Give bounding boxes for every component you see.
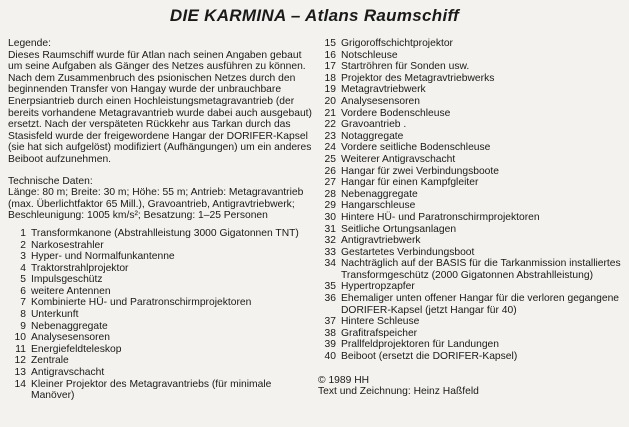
item-text: weitere Antennen (31, 285, 111, 297)
item-number: 13 (14, 367, 26, 379)
item-text: Analysesensoren (341, 95, 420, 107)
list-item (318, 339, 623, 351)
list-item (8, 379, 312, 402)
tech-paragraph: Länge: 80 m; Breite: 30 m; Höhe: 55 m; Antrieb: Metagravantrieb (max. Überlichtfaktor 65 Mill.), Gravoantrieb, Antigravtriebwerk; Beschleunigung: 1005 km/s²; Besatzung: 1–25 Personen (8, 187, 304, 222)
item-number: 3 (20, 251, 26, 263)
item-text: Seitliche Ortungsanlagen (341, 223, 457, 235)
item-text: Beiboot (ersetzt die DORIFER-Kapsel) (341, 351, 518, 363)
item-number: 27 (324, 177, 336, 189)
item-number: 30 (324, 211, 336, 223)
item-text: Energiefeldteleskop (31, 343, 122, 355)
list-item (318, 316, 623, 328)
item-text: Kleiner Projektor des Metagravantriebs (für minimale Manöver) (31, 378, 272, 402)
item-text: Hintere Schleuse (341, 316, 420, 328)
item-text: Hyper- und Normalfunkantenne (31, 251, 175, 263)
item-number: 18 (324, 72, 336, 84)
item-number: 8 (20, 309, 26, 321)
list-item (8, 286, 312, 298)
item-text: Vordere seitliche Bodenschleuse (341, 142, 491, 154)
item-text: Startröhren für Sonden usw. (341, 61, 470, 73)
item-number: 7 (20, 297, 26, 309)
item-number: 32 (324, 235, 336, 247)
item-text: Hintere HÜ- und Paratronschirmprojektoren (341, 211, 540, 223)
item-text: Unterkunft (31, 309, 79, 321)
credits: Text und Zeichnung: Heinz Haßfeld (318, 386, 479, 398)
item-number: 34 (324, 258, 336, 270)
item-text: Nebenaggregate (31, 320, 108, 332)
list-item (318, 189, 623, 201)
list-item (318, 154, 623, 166)
item-number: 21 (324, 107, 336, 119)
list-item (318, 38, 623, 50)
item-number: 20 (324, 95, 336, 107)
item-number: 9 (20, 320, 26, 332)
item-text: Hangar für einen Kampfgleiter (341, 177, 479, 189)
item-number: 16 (324, 49, 336, 61)
item-number: 28 (324, 188, 336, 200)
item-text: Antigravschacht (31, 367, 105, 379)
item-text: Antigravtriebwerk (341, 235, 421, 247)
item-number: 4 (20, 262, 26, 274)
legend-list-right (318, 38, 623, 363)
item-number: 14 (14, 378, 26, 390)
item-text: Metagravtriebwerk (341, 84, 426, 96)
list-item (8, 251, 312, 263)
list-item (8, 332, 312, 344)
item-number: 40 (324, 351, 336, 363)
list-item (318, 328, 623, 340)
item-text: Gravoantrieb . (341, 119, 407, 131)
item-number: 11 (15, 343, 26, 355)
right-column (318, 38, 623, 398)
item-number: 29 (324, 200, 336, 212)
item-number: 25 (324, 153, 336, 165)
list-item (318, 212, 623, 224)
item-number: 31 (324, 223, 336, 235)
item-text: Gestartetes Verbindungsboot (341, 246, 475, 258)
item-number: 33 (324, 246, 336, 258)
list-item (318, 281, 623, 293)
list-item (8, 240, 312, 252)
item-number: 24 (324, 142, 336, 154)
item-text: Nebenaggregate (341, 188, 418, 200)
list-item (318, 200, 623, 212)
item-text: Analysesensoren (31, 332, 110, 344)
list-item (318, 50, 623, 62)
item-number: 17 (324, 61, 336, 73)
legend-heading: Legende: (8, 38, 51, 49)
list-item (8, 228, 312, 240)
item-number: 35 (324, 281, 336, 293)
item-text: Traktorstrahlprojektor (31, 262, 129, 274)
list-item (8, 263, 312, 275)
list-item (8, 274, 312, 286)
list-item (318, 224, 623, 236)
list-item (8, 344, 312, 356)
item-text: Weiterer Antigravschacht (341, 153, 456, 165)
item-number: 22 (324, 119, 336, 131)
item-text: Transformkanone (Abstrahlleistung 3000 Gigatonnen TNT) (31, 227, 299, 239)
legend-list-left (8, 228, 312, 402)
item-text: Prallfeldprojektoren für Landungen (341, 339, 499, 351)
item-number: 12 (14, 355, 26, 367)
list-item (318, 247, 623, 259)
item-number: 38 (324, 327, 336, 339)
item-text: Zentrale (31, 355, 69, 367)
item-number: 10 (14, 332, 26, 344)
list-item (318, 177, 623, 189)
item-number: 15 (324, 38, 336, 49)
item-text: Vordere Bodenschleuse (341, 107, 451, 119)
item-number: 36 (324, 293, 336, 305)
item-number: 26 (324, 165, 336, 177)
item-number: 19 (324, 84, 336, 96)
list-item (318, 235, 623, 247)
item-text: Grigoroffschichtprojektor (341, 38, 453, 49)
list-item (318, 61, 623, 73)
tech-heading: Technische Daten: (8, 175, 93, 187)
item-text: Impulsgeschütz (31, 274, 103, 286)
page-title: DIE KARMINA – Atlans Raumschiff (169, 6, 460, 25)
item-text: Hangarschleuse (341, 200, 416, 212)
item-number: 6 (20, 285, 26, 297)
list-item (318, 351, 623, 363)
item-text: Hypertropzapfer (341, 281, 415, 293)
item-text: Narkosestrahler (31, 239, 104, 251)
intro-paragraph: Dieses Raumschiff wurde für Atlan nach seinen Angaben gebaut um seine Aufgaben als Gänger des Netzes ausführen zu können. Nach dem Zusammenbruch des psionischen Netzes durch den beginnenden Transfer von Hangay wurde der unbrauchbare Enerpsiantrieb durch einen Hochleistungsmetagravantrieb (der bereits vorhandene Metagravantrieb wurde dabei auch ausgebaut) ersetzt. Nach der verspäteten Rückkehr aus Tarkan durch das Stasisfeld wurde der freigewordene Hangar der DORIFER-Kapsel (sie hat sich aufgelöst) modifiziert (Aufhängungen) um ein anderes Beiboot aufzunehmen. (8, 49, 312, 165)
item-number: 39 (324, 339, 336, 351)
item-number: 1 (20, 227, 26, 239)
item-text: Hangar für zwei Verbindungsboote (341, 165, 499, 177)
copyright: © 1989 HH (318, 374, 370, 386)
list-item (8, 321, 312, 333)
item-text: Nachträglich auf der BASIS für die Tarkanmission installiertes Transformgeschütz (2000 Gigatonnen Abstrahlleistung) (341, 258, 621, 281)
item-text: Projektor des Metagravtriebwerks (341, 72, 495, 84)
list-item (318, 108, 623, 120)
list-item (318, 166, 623, 178)
list-item (318, 131, 623, 143)
item-text: Notaggregate (341, 130, 404, 142)
item-text: Grafitrafspeicher (341, 327, 418, 339)
item-number: 5 (20, 274, 26, 286)
item-text: Ehemaliger unten offener Hangar für die verloren gegangene DORIFER-Kapsel (jetzt Hangar für 40) (341, 293, 620, 316)
list-item (8, 309, 312, 321)
list-item (8, 297, 312, 309)
list-item (8, 355, 312, 367)
left-column (8, 38, 312, 402)
list-item (318, 73, 623, 85)
item-number: 23 (324, 130, 336, 142)
item-number: 37 (324, 316, 336, 328)
list-item (318, 96, 623, 108)
item-text: Kombinierte HÜ- und Paratronschirmprojektoren (31, 297, 252, 309)
list-item (318, 84, 623, 96)
list-item (318, 293, 623, 316)
list-item (318, 119, 623, 131)
list-item (318, 258, 623, 281)
list-item (8, 367, 312, 379)
item-text: Notschleuse (341, 49, 398, 61)
list-item (318, 142, 623, 154)
item-number: 2 (20, 239, 26, 251)
